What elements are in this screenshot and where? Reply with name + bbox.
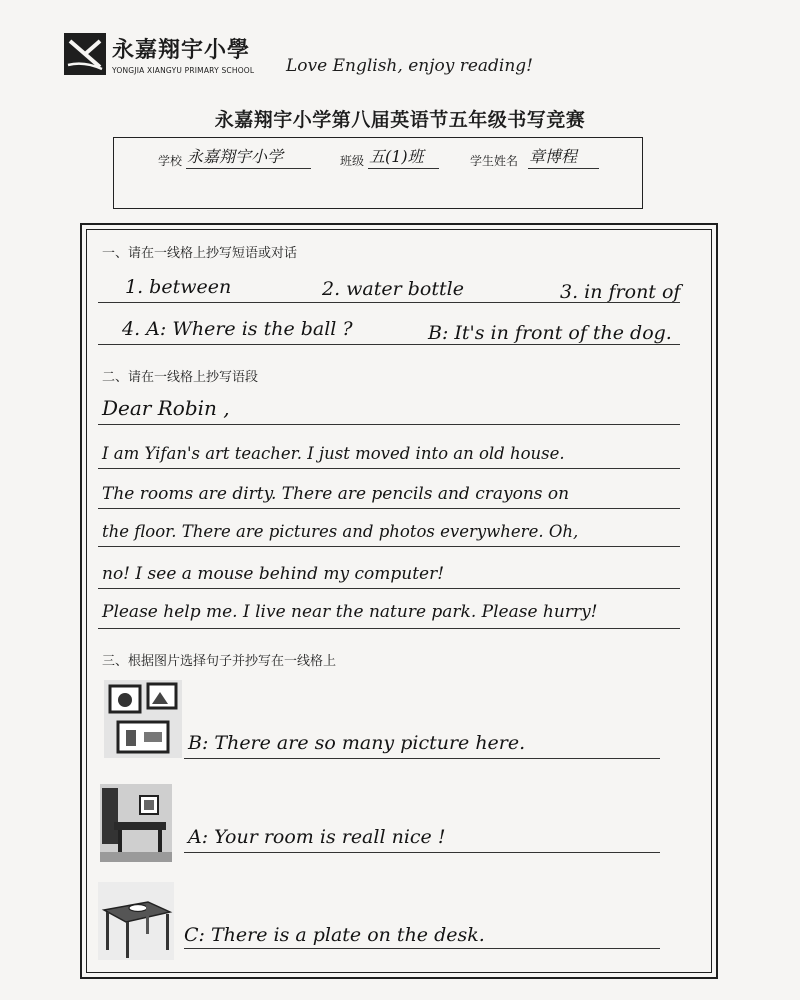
answer-3: C: There is a plate on the desk. (184, 924, 485, 946)
phrase-3: 3. in front of (560, 281, 681, 303)
picture-room (100, 784, 172, 862)
slogan: Love English, enjoy reading! (286, 56, 534, 76)
school-label: 学校 (158, 154, 183, 168)
paragraph-line: The rooms are dirty. There are pencils and crayons on (102, 484, 570, 504)
writing-line (184, 758, 660, 759)
paragraph-line: no! I see a mouse behind my computer! (102, 564, 445, 584)
section3-title: 三、根据图片选择句子并抄写在一线格上 (102, 654, 337, 669)
picture-wall-pictures (104, 680, 182, 758)
class-value: 五(1)班 (368, 144, 439, 169)
class-label: 班级 (340, 154, 365, 168)
writing-line (98, 424, 680, 425)
writing-line (98, 468, 680, 469)
answer-1: B: There are so many picture here. (188, 732, 526, 754)
school-name-cn: 永嘉翔宇小學 (112, 37, 251, 63)
writing-line (98, 344, 680, 345)
paragraph-line: I am Yifan's art teacher. I just moved into an old house. (102, 444, 565, 463)
student-name-value: 章博程 (528, 144, 599, 169)
school-value: 永嘉翔宇小学 (186, 144, 311, 169)
answer-2: A: Your room is reall nice ! (188, 826, 446, 848)
picture-desk (98, 882, 174, 960)
paragraph-line: the floor. There are pictures and photos everywhere. Oh, (102, 522, 579, 541)
contest-title: 永嘉翔宇小学第八届英语节五年级书写竞赛 (214, 109, 586, 131)
phrase-1: 1. between (125, 276, 232, 298)
writing-line (98, 628, 680, 629)
dialog-a: 4. A: Where is the ball ? (122, 318, 353, 340)
school-name-en: YONGJIA XIANGYU PRIMARY SCHOOL (112, 66, 255, 75)
phrase-2: 2. water bottle (322, 278, 464, 300)
writing-line (184, 948, 660, 949)
dialog-b: B: It's in front of the dog. (428, 322, 672, 344)
section2-title: 二、请在一线格上抄写语段 (102, 370, 259, 385)
paragraph-line: Please help me. I live near the nature park. Please hurry! (102, 602, 598, 622)
section1-title: 一、请在一线格上抄写短语或对话 (102, 246, 298, 261)
writing-line (98, 588, 680, 589)
writing-line (98, 302, 680, 303)
student-name-label: 学生姓名 (470, 154, 519, 168)
writing-line (98, 546, 680, 547)
writing-line (98, 508, 680, 509)
paragraph-line: Dear Robin , (102, 396, 230, 420)
school-logo (64, 33, 106, 75)
writing-line (184, 852, 660, 853)
